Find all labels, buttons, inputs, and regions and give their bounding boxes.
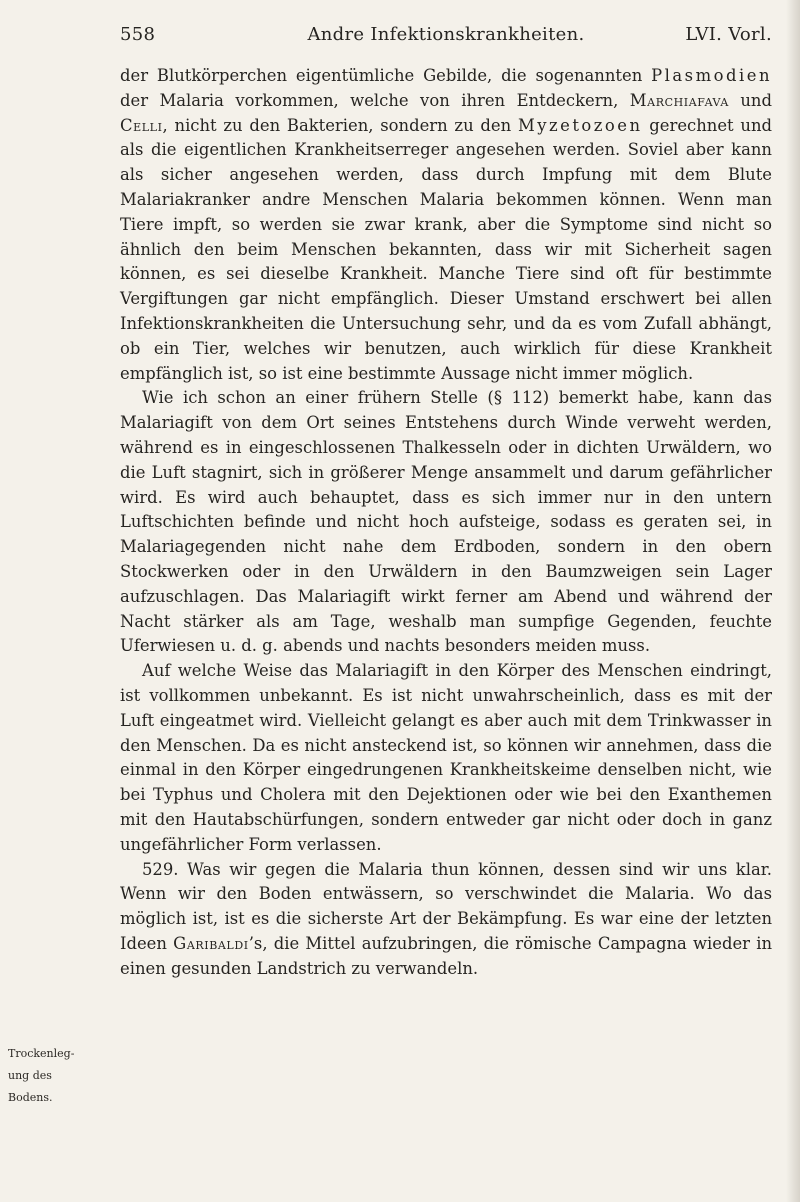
author-name-marchiafava: Marchiafava (629, 90, 729, 110)
author-name-celli: Celli (120, 115, 163, 135)
text-run: und (728, 90, 772, 110)
running-title: Andre Infektionskrankheiten. (307, 24, 585, 45)
chapter-label: LVI. Vorl. (685, 24, 772, 45)
emphasis-plasmodien: Plasmodien (651, 66, 772, 85)
author-name-garibaldi: Garibaldi (173, 933, 249, 953)
margin-note (8, 1043, 112, 1109)
paragraph-1 (120, 64, 772, 386)
page-edge-shadow (786, 0, 800, 1202)
text-run: der Blutkörperchen eigentümliche Gebilde, die sogenannten (120, 66, 652, 85)
running-header (120, 18, 772, 52)
text-run: gerechnet und als die eigentlichen Krankheitserreger angesehen werden. Soviel aber kann als sicher angesehen werden, dass durch Impfung mit dem Blute Malariakranker andre Menschen Malaria bekommen können. Wenn man Tiere impft, so werden sie zwar krank, aber die Symptome sind nicht so ähnlich den beim Menschen bekannten, dass wir mit Sicherheit sagen können, es sei dieselbe Krankheit. Manche Tiere sind oft für bestimmte Vergiftungen gar nicht empfänglich. Dieser Umstand erschwert bei allen Infektionskrankheiten die Untersuchung sehr, und da es vom Zufall abhängt, ob ein Tier, welches wir benutzen, auch wirklich für diese Krankheit empfänglich ist, so ist eine bestimmte Aussage nicht immer möglich. (120, 115, 772, 383)
text-run: der Malaria vorkommen, welche von ihren Entdeckern, (120, 90, 630, 110)
text-run: , nicht zu den Bakterien, sondern zu den (162, 115, 518, 135)
text-run: ’s, die Mittel aufzubringen, die römische Campagna wieder in einen gesunden Landstrich zu verwandeln. (120, 933, 772, 978)
emphasis-myzetozoen: Myzetozoen (517, 115, 643, 135)
paragraph-4 (120, 858, 772, 982)
body-text (120, 64, 772, 981)
margin-note-line: Bodens. (8, 1091, 53, 1104)
margin-note-line: Trockenleg- (8, 1047, 75, 1060)
page-number: 558 (120, 24, 156, 45)
text-run: 529. Was wir gegen die Malaria thun können, dessen sind wir uns klar. Wenn wir den Boden entwässern, so verschwindet die Malaria. Wo das möglich ist, ist es die sicherste Art der Bekämpfung. Es war eine der letzten Ideen (120, 859, 772, 953)
margin-note-line: ung des (8, 1069, 52, 1082)
paragraph-2: Wie ich schon an einer frühern Stelle (§ 112) bemerkt habe, kann das Malariagift von dem Ort seines Entstehens durch Winde verweht werden, während es in eingeschlossenen Thalkesseln oder in dichten Urwäldern, wo die Luft stagnirt, sich in größerer Menge ansammelt und darum gefährlicher wird. Es wird auch behauptet, dass es sich immer nur in den untern Luftschichten befinde und nicht hoch aufsteige, sodass es geraten sei, in Malariagegenden nicht nahe dem Erdboden, sondern in den obern Stockwerken oder in den Urwäldern in den Baumzweigen sein Lager aufzuschlagen. Das Malariagift wirkt ferner am Abend und während der Nacht stärker als am Tage, weshalb man sumpfige Gegenden, feuchte Uferwiesen u. d. g. abends und nachts besonders meiden muss. (120, 388, 772, 656)
paragraph-3: Auf welche Weise das Malariagift in den Körper des Menschen eindringt, ist vollkommen unbekannt. Es ist nicht unwahrscheinlich, dass es mit der Luft eingeatmet wird. Vielleicht gelangt es aber auch mit dem Trinkwasser in den Menschen. Da es nicht ansteckend ist, so können wir annehmen, dass die einmal in den Körper eingedrungenen Krankheitskeime denselben nicht, wie bei Typhus und Cholera mit den Dejektionen oder wie bei den Exanthemen mit den Hautabschürfungen, sondern entweder gar nicht oder doch in ganz ungefährlicher Form verlassen. (120, 661, 772, 854)
